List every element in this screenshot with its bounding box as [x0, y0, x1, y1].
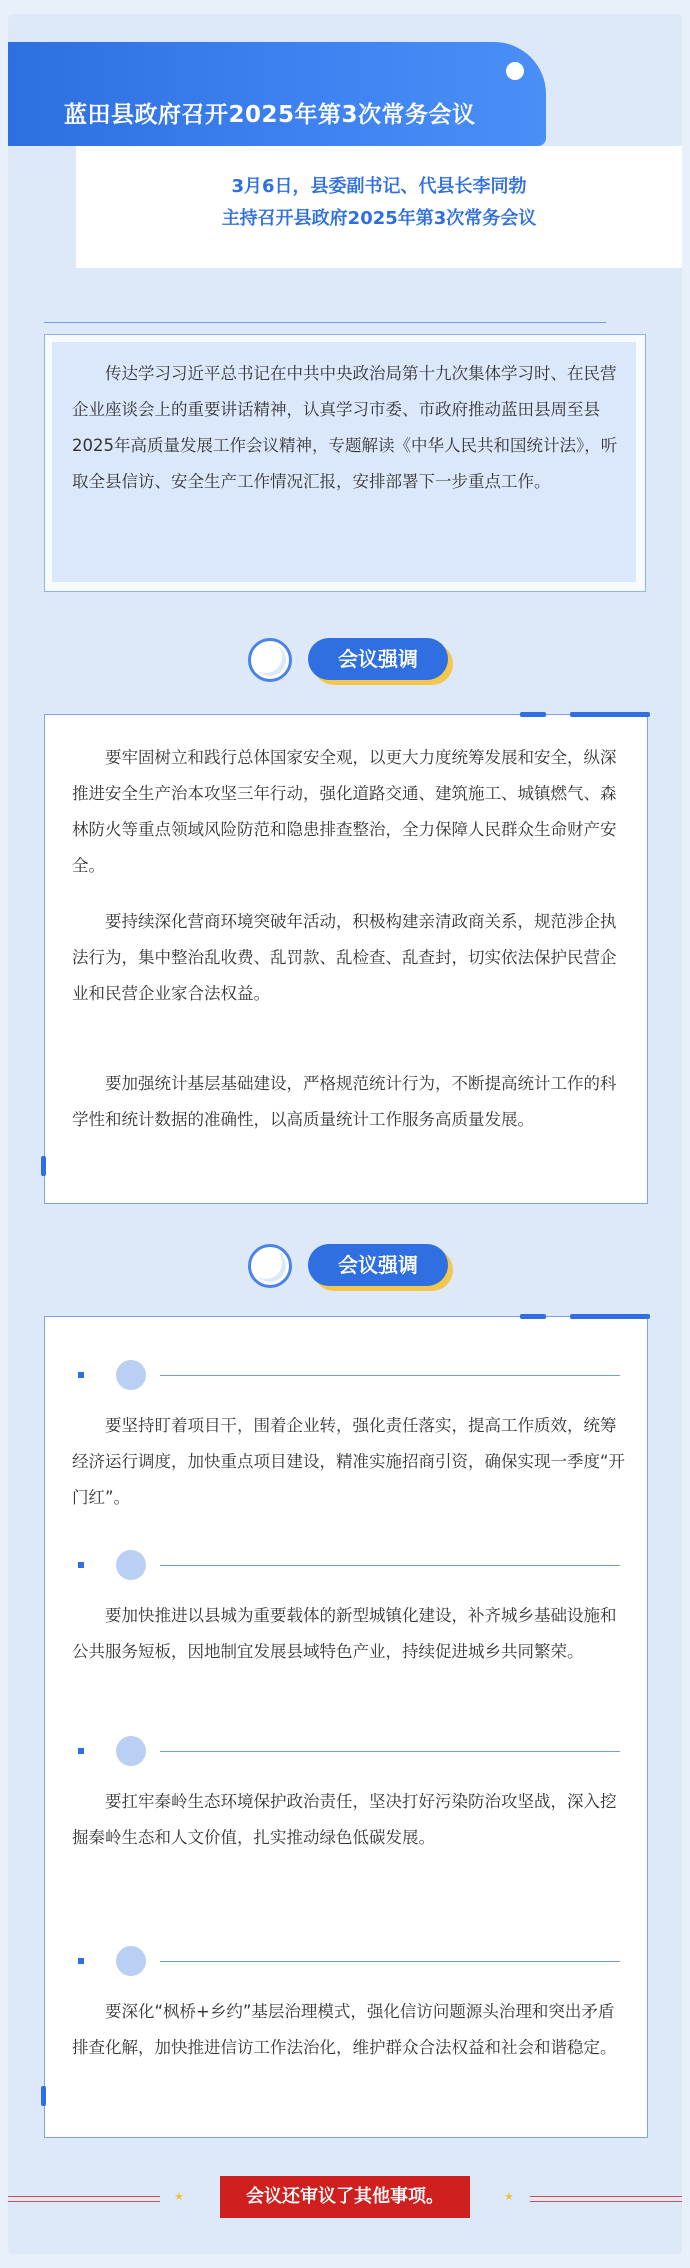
section2-left-accent: [41, 2086, 46, 2106]
section2-item-4: 要深化“枫桥+乡约”基层治理模式，强化信访问题源头治理和突出矛盾排查化解，加快推进信访工作法治化，维护群众合法权益和社会和谐稳定。: [72, 2002, 617, 2057]
section1-paragraph-1: 要牢固树立和践行总体国家安全观，以更大力度统筹发展和安全，纵深推进安全生产治本攻坚三年行动，强化道路交通、建筑施工、城镇燃气、森林防火等重点领域风险防范和隐患排查整治，全力保障人民群众生命财产安全。: [72, 748, 617, 875]
header-dot-decoration: [506, 62, 524, 80]
page-title: 蓝田县政府召开2025年第3次常务会议: [64, 102, 476, 128]
section2-top-accent-short: [520, 1314, 546, 1319]
section1-top-accent-long: [570, 712, 650, 717]
footer-star-icon-right: ★: [504, 2190, 514, 2203]
subtitle-line-1: 3月6日，县委副书记、代县长李同勃: [231, 176, 527, 197]
header-banner: [8, 42, 546, 146]
footer-line-left: [8, 2196, 160, 2202]
section1-paragraph-2: 要持续深化营商环境突破年活动，积极构建亲清政商关系，规范涉企执法行为，集中整治乱收费、乱罚款、乱检查、乱查封，切实依法保护民营企业和民营企业家合法权益。: [72, 912, 617, 1003]
section2-item-2: 要加快推进以县城为重要载体的新型城镇化建设，补齐城乡基础设施和公共服务短板，因地制宜发展县域特色产业，持续促进城乡共同繁荣。: [72, 1606, 617, 1661]
subtitle-box: [76, 146, 682, 268]
item4-divider: [160, 1961, 620, 1962]
item1-bullet-circle-icon: [116, 1360, 146, 1390]
item1-divider: [160, 1375, 620, 1376]
section2-badge: 会议强调: [308, 1244, 448, 1286]
item4-bullet-square-icon: [78, 1958, 84, 1964]
item2-bullet-circle-icon: [116, 1550, 146, 1580]
footer-note: 会议还审议了其他事项。: [220, 2176, 470, 2218]
footer-star-icon-left: ★: [174, 2190, 184, 2203]
item3-divider: [160, 1751, 620, 1752]
item3-bullet-circle-icon: [116, 1736, 146, 1766]
section1-badge-ring-icon: [248, 638, 292, 682]
section1-badge: 会议强调: [308, 638, 448, 680]
intro-text: 传达学习习近平总书记在中共中央政治局第十九次集体学习时、在民营企业座谈会上的重要讲话精神，认真学习市委、市政府推动蓝田县周至县2025年高质量发展工作会议精神，专题解读《中华人民共和国统计法》，听取全县信访、安全生产工作情况汇报，安排部署下一步重点工作。: [72, 364, 618, 491]
item2-divider: [160, 1565, 620, 1566]
item1-bullet-square-icon: [78, 1372, 84, 1378]
section1-left-accent: [41, 1156, 46, 1176]
section2-item-1: 要坚持盯着项目干，围着企业转，强化责任落实，提高工作质效，统筹经济运行调度，加快重点项目建设，精准实施招商引资，确保实现一季度“开门红”。: [72, 1416, 626, 1507]
section2-badge-ring-icon: [248, 1244, 292, 1288]
item4-bullet-circle-icon: [116, 1946, 146, 1976]
footer-line-right: [530, 2196, 682, 2202]
section2-top-accent-long: [570, 1314, 650, 1319]
item3-bullet-square-icon: [78, 1748, 84, 1754]
section1-paragraph-3: 要加强统计基层基础建设，严格规范统计行为，不断提高统计工作的科学性和统计数据的准确性，以高质量统计工作服务高质量发展。: [72, 1074, 617, 1129]
subtitle-line-2: 主持召开县政府2025年第3次常务会议: [221, 208, 537, 229]
section2-item-3: 要扛牢秦岭生态环境保护政治责任，坚决打好污染防治攻坚战，深入挖掘秦岭生态和人文价值，扎实推动绿色低碳发展。: [72, 1792, 617, 1847]
item2-bullet-square-icon: [78, 1562, 84, 1568]
section1-top-accent-short: [520, 712, 546, 717]
header-divider: [44, 322, 606, 323]
